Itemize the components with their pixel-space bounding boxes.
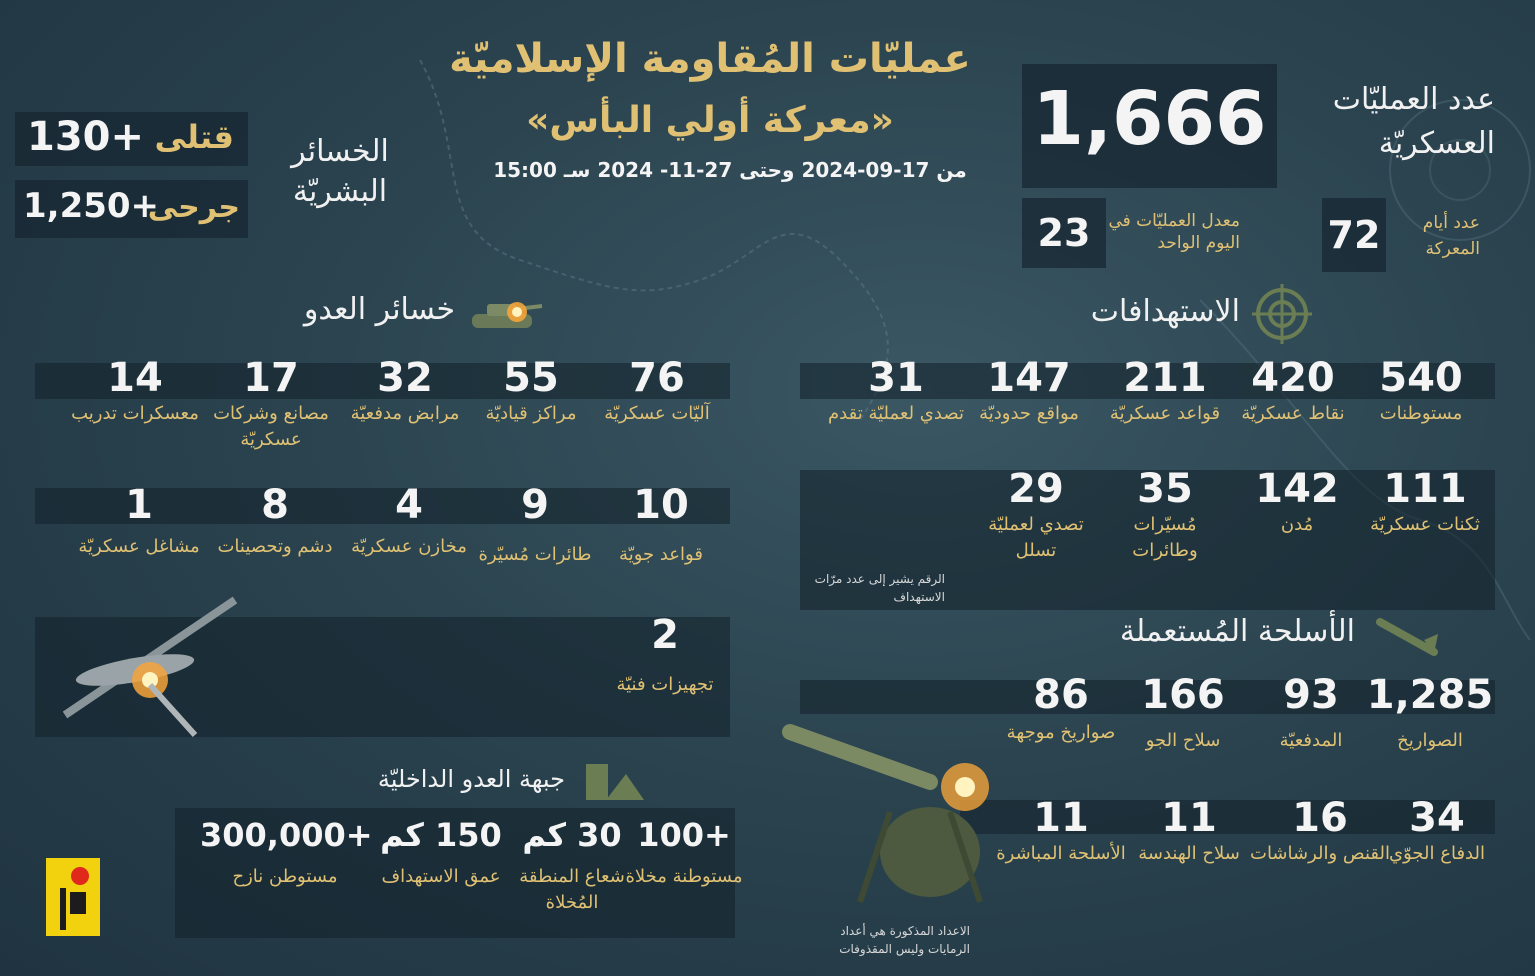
stat-value: 14: [107, 355, 163, 401]
missile-icon: [1372, 612, 1442, 662]
stat-value: 76: [629, 355, 685, 401]
enemy-stat: [206, 355, 336, 453]
stat-label: قواعد جويّة: [619, 544, 703, 565]
stat-value: 11: [1033, 795, 1089, 841]
stat-label: مرابض مدفعيّة: [350, 403, 460, 424]
stat-label: ثكنات عسكريّة: [1370, 514, 1480, 535]
stat-value: 8: [261, 482, 289, 528]
enemy-stat: [600, 612, 730, 698]
stat-label: تجهيزات فنيّة: [616, 674, 714, 695]
enemy-stat: [340, 355, 470, 427]
target-stat: [1100, 466, 1230, 564]
tank-icon: [462, 284, 552, 344]
crosshair-icon: [1252, 284, 1312, 344]
days-label: عدد أيام المعركة: [1422, 213, 1480, 259]
enemy-losses-title: خسائر العدو: [303, 292, 455, 327]
stat-label: القنص والرشاشات: [1250, 843, 1390, 864]
stat-value: 1,285: [1366, 672, 1494, 718]
stat-value: 4: [395, 482, 423, 528]
stat-label: مواقع حدوديّة: [979, 403, 1079, 424]
avg-value: 23: [1037, 211, 1091, 255]
stat-value: 1: [125, 482, 153, 528]
page-subtitle: «معركة أولي البأس»: [526, 100, 894, 141]
operations-value: 1,666: [1032, 76, 1267, 162]
home-front-stat: [624, 812, 744, 890]
rocket-launcher-icon: [780, 712, 1010, 912]
weapon-stat: [1372, 795, 1502, 867]
stat-label: مشاغل عسكريّة: [78, 536, 200, 557]
wounded-value: 1,250+: [23, 186, 160, 226]
weapon-stat: [996, 672, 1126, 746]
stat-value: 147: [987, 355, 1071, 401]
stat-label: صواريخ موجهة: [1006, 722, 1116, 743]
stat-value: 9: [521, 482, 549, 528]
stat-value: 55: [503, 355, 559, 401]
logo: [46, 858, 100, 936]
stat-value: 86: [1033, 672, 1089, 718]
weapons-note: الاعداد المذكورة هي أعداد الرمايات وليس المقذوفات: [839, 924, 970, 956]
stat-label: سلاح الجو: [1145, 730, 1221, 751]
target-stat: [1228, 355, 1358, 427]
stat-value: 17: [243, 355, 299, 401]
weapon-stat: [1246, 672, 1376, 754]
human-losses-title: الخسائر البشريّة: [291, 134, 389, 209]
stat-value: 10: [633, 482, 689, 528]
wounded-label: جرحى: [147, 190, 240, 225]
stat-value: 93: [1283, 672, 1339, 718]
stat-label: طائرات مُسيّرة: [478, 544, 592, 565]
enemy-stat: [592, 355, 722, 427]
target-stat: [966, 466, 1106, 564]
days-box: [1322, 198, 1386, 272]
target-stat: [1360, 466, 1490, 538]
stat-label: سلاح الهندسة: [1138, 843, 1240, 864]
stat-value: 300,000+: [200, 816, 373, 854]
stat-label: قواعد عسكريّة: [1109, 403, 1221, 424]
enemy-stat: [210, 482, 340, 560]
date-range: من 17-09-2024 وحتى 27-11- 2024 سـ 15:00: [493, 158, 967, 182]
stat-label: مستوطنة مخلاة: [625, 866, 743, 887]
enemy-stat: [466, 355, 596, 427]
stat-label: مصانع وشركات عسكريّة: [213, 403, 329, 450]
stat-value: 31: [868, 355, 924, 401]
stat-label: المدفعيّة: [1279, 730, 1343, 751]
stat-label: الدفاع الجوّي: [1389, 843, 1485, 864]
stat-value: 34: [1409, 795, 1465, 841]
targets-note: الرقم يشير إلى عدد مرّات الاستهداف: [814, 572, 945, 604]
enemy-stat: [70, 355, 200, 427]
stat-value: 166: [1141, 672, 1225, 718]
enemy-stat: [344, 482, 474, 560]
target-stat: [1356, 355, 1486, 427]
stat-label: مُدن: [1280, 514, 1314, 535]
stat-value: 540: [1379, 355, 1463, 401]
target-stat: [1232, 466, 1362, 538]
stat-value: 142: [1255, 466, 1339, 512]
stat-label: مُسيّرات وطائرات: [1132, 514, 1198, 561]
stat-value: 16: [1292, 795, 1348, 841]
stat-value: 111: [1383, 466, 1467, 512]
days-value: 72: [1327, 213, 1381, 257]
stat-label: الصواريخ: [1397, 730, 1463, 751]
home-front-title: جبهة العدو الداخليّة: [377, 765, 565, 793]
home-front-stat: [512, 812, 632, 916]
stat-value: 11: [1161, 795, 1217, 841]
avg-label: معدل العمليّات في اليوم الواحد: [1108, 211, 1240, 253]
wounded-box: [15, 180, 248, 238]
stat-label: مستوطن نازح: [232, 866, 338, 887]
killed-box: [15, 112, 248, 166]
stat-label: تصدي لعمليّة تسلل: [988, 514, 1084, 561]
killed-label: قتلى: [154, 118, 234, 156]
stat-value: 2: [651, 612, 679, 658]
stat-label: شعاع المنطقة المُخلاة: [519, 866, 625, 913]
stat-label: تصدي لعمليّة تقدم: [828, 403, 964, 424]
stat-label: مراكز قياديّة: [485, 403, 577, 424]
weapons-title: الأسلحة المُستعملة: [1119, 614, 1355, 649]
stat-value: 420: [1251, 355, 1335, 401]
weapon-stat: [1118, 672, 1248, 754]
stat-value: 100+: [637, 816, 731, 854]
weapon-stat: [1124, 795, 1254, 867]
stat-value: 211: [1123, 355, 1207, 401]
killed-value: 130+: [27, 114, 145, 160]
home-front-stat: [200, 812, 373, 890]
target-stat: [826, 355, 966, 427]
stat-value: 30 كم: [522, 816, 622, 854]
stat-label: نقاط عسكريّة: [1241, 403, 1345, 424]
target-stat: [1100, 355, 1230, 427]
stat-label: آليّات عسكريّة: [604, 403, 710, 424]
enemy-stat: [74, 482, 204, 560]
stat-label: الأسلحة المباشرة: [996, 843, 1126, 864]
targets-title: الاستهدافات: [1090, 294, 1240, 329]
stat-value: 32: [377, 355, 433, 401]
operations-box: [1022, 64, 1277, 188]
stat-value: 35: [1137, 466, 1193, 512]
operations-label: عدد العمليّات العسكريّة: [1332, 82, 1495, 161]
weapon-stat: [1360, 672, 1500, 754]
stat-value: 29: [1008, 466, 1064, 512]
target-stat: [964, 355, 1094, 427]
stat-label: عمق الاستهداف: [381, 866, 501, 887]
building-icon: [576, 754, 646, 804]
weapon-stat: [1250, 795, 1390, 867]
drone-icon: [45, 595, 245, 745]
stat-value: 150 كم: [380, 816, 502, 854]
weapon-stat: [996, 795, 1126, 867]
stat-label: معسكرات تدريب: [71, 403, 199, 424]
page-title: عمليّات المُقاومة الإسلاميّة: [449, 36, 971, 82]
enemy-stat: [470, 482, 600, 568]
home-front-stat: [376, 812, 506, 890]
stat-label: مخازن عسكريّة: [351, 536, 467, 557]
stat-label: دشم وتحصينات: [217, 536, 333, 557]
enemy-stat: [596, 482, 726, 568]
stat-label: مستوطنات: [1379, 403, 1463, 424]
